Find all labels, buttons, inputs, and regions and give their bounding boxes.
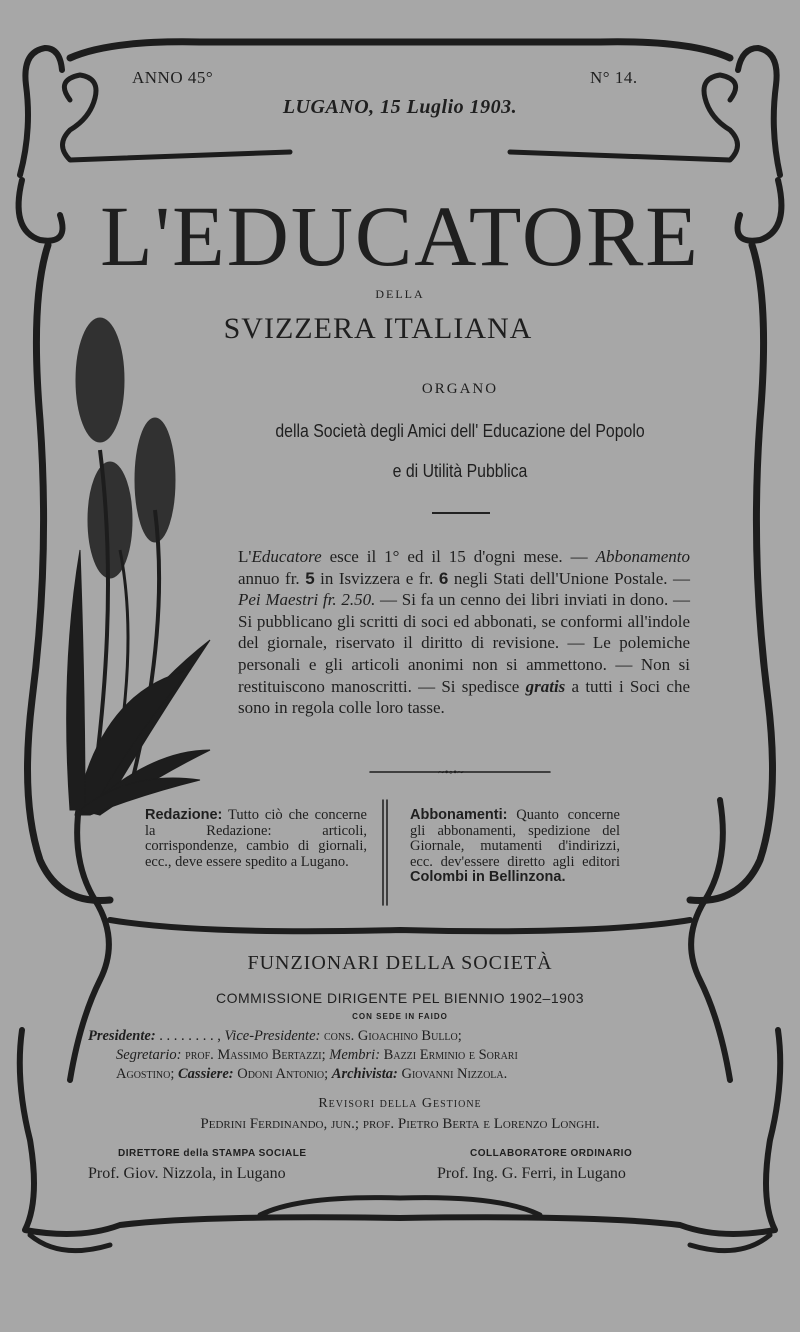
vice-presidente-label: Vice-Presidente:	[224, 1028, 321, 1044]
numero-label: N° 14.	[590, 68, 638, 87]
funzionari-title: FUNZIONARI DELLA SOCIETÀ	[247, 952, 553, 974]
segretario-label: Segretario:	[116, 1047, 182, 1063]
notice-text: in Isvizzera e fr.	[314, 568, 439, 588]
sede-note: CON SEDE IN FAIDO	[352, 1012, 448, 1021]
collaboratore-name: Prof. Ing. G. Ferri, in Lugano	[437, 1165, 626, 1182]
masthead-title: L'EDUCATORE	[100, 188, 700, 284]
notice-gratis: gratis	[525, 676, 566, 696]
direttore-label: DIRETTORE della STAMPA SOCIALE	[118, 1148, 307, 1159]
notice-text: esce il 1° ed il 15 d'ogni mese. —	[321, 547, 588, 566]
notice-text: — Si fa un cenno dei libri inviati in dono. — Si pubblicano gli scritti di soci ed abbonati, se conformi all'indole del giornale, riservato il diritto di revisione. — Le polemiche personali e gli articoli anonimi non si ammettono. — Non si restituiscono manoscritti. — Si spedisce	[238, 590, 690, 696]
revisori-names: Pedrini Ferdinando, jun.; prof. Pietro Berta e Lorenzo Longhi.	[200, 1116, 600, 1132]
membri-names-cont: Agostino;	[116, 1066, 175, 1082]
segretario-name: prof. Massimo Bertazzi;	[181, 1047, 326, 1063]
masthead-della: DELLA	[375, 287, 425, 301]
organo-label: ORGANO	[421, 381, 499, 397]
collaboratore-label: COLLABORATORE ORDINARIO	[470, 1148, 633, 1159]
notice-journal-name: Educatore	[251, 547, 322, 566]
society-name-line2: e di Utilità Pubblica	[392, 461, 528, 481]
notice-abbonamento: Abbonamento	[595, 547, 690, 566]
vice-presidente-name: cons. Gioachino Bullo;	[320, 1028, 462, 1044]
hyacinth-flower-illustration	[60, 310, 220, 820]
archivista-name: Giovanni Nizzola.	[397, 1066, 508, 1082]
commissione-heading: COMMISSIONE DIRIGENTE PEL BIENNIO 1902–1903	[216, 990, 584, 1006]
direttore-name: Prof. Giov. Nizzola, in Lugano	[88, 1165, 286, 1182]
abbonamenti-box	[410, 808, 620, 886]
notice-price-ch: 5	[305, 568, 315, 588]
society-name-line1: della Società degli Amici dell' Educazione del Popolo	[275, 421, 645, 441]
notice-text: negli Stati dell'Unione Postale. —	[448, 568, 690, 588]
presidente-label: Presidente:	[88, 1028, 156, 1044]
cassiere-label: Cassiere:	[178, 1066, 234, 1082]
issue-date: LUGANO, 15 Luglio 1903.	[282, 96, 518, 118]
revisori-heading: Revisori della Gestione	[318, 1096, 482, 1111]
redazione-box	[145, 808, 367, 870]
subscription-notice	[238, 546, 690, 719]
officers-list	[88, 1027, 704, 1084]
archivista-label: Archivista:	[331, 1066, 398, 1082]
anno-label: ANNO 45°	[132, 68, 214, 87]
notice-teacher-price: Pei Maestri fr. 2.50.	[238, 590, 376, 610]
abbonamenti-text: Quanto concerne gli abbonamenti, spedizione del Giornale, mutamenti d'indirizzi, ecc. dev'essere diretto agli editori	[410, 807, 620, 870]
masthead-subtitle: SVIZZERA ITALIANA	[223, 312, 533, 345]
redazione-label: Redazione:	[145, 807, 223, 823]
ornamental-divider: ~•◦•~	[438, 765, 464, 779]
masthead-rule	[432, 512, 490, 514]
notice-text: annuo fr.	[238, 568, 306, 588]
abbonamenti-publisher: Colombi in Bellinzona.	[410, 869, 566, 885]
redazione-text: Tutto ciò che concerne la Redazione: articoli, corrispondenze, cambio di giornali, ecc., deve essere spedito a Lugano.	[145, 807, 367, 870]
notice-text: a tutti i Soci che sono in regola colle loro tasse.	[238, 676, 690, 718]
presidente-name: . . . . . . . . ,	[155, 1028, 221, 1044]
notice-text: L'	[238, 547, 252, 566]
membri-label: Membri:	[329, 1047, 381, 1063]
cassiere-name: Odoni Antonio;	[233, 1066, 329, 1082]
abbonamenti-label: Abbonamenti:	[410, 807, 508, 823]
notice-price-abroad: 6	[438, 568, 449, 588]
membri-names: Bazzi Erminio e Sorari	[380, 1047, 518, 1063]
